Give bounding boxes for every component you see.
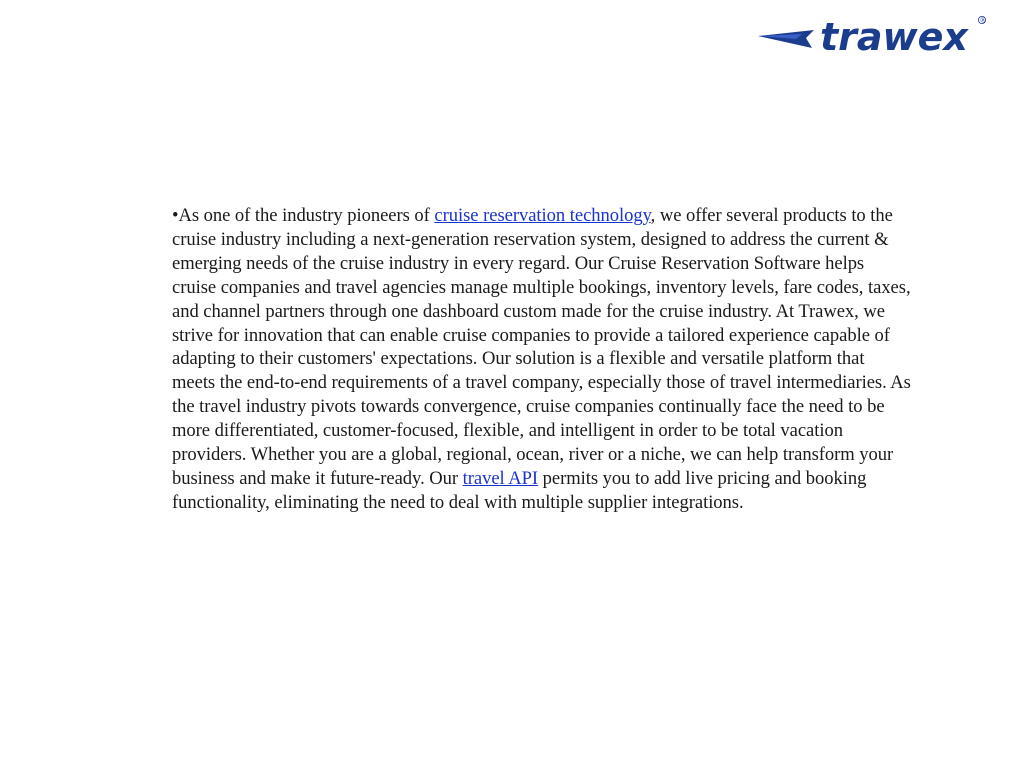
bullet: •	[172, 205, 179, 226]
travel-api-link[interactable]: travel API	[462, 467, 539, 489]
registered-mark: ®	[979, 16, 987, 25]
trawex-logo-graphic	[756, 14, 996, 58]
paragraph-text-2: , we offer several products to the cruise industry including a next-generation reservation system, designed to address the current & emerging needs of the cruise industry in every regard. Our Cruise Reservation Software helps cruise companies and travel agencies manage multiple bookings, inventory levels, fare codes, taxes, and channel partners through one dashboard custom made for the cruise industry. At Trawex, we strive for innovation that can enable cruise companies to provide a tailored experience capable of adapting to their customers' expectations. Our solution is a flexible and versatile platform that meets the end-to-end requirements of a travel company, especially those of travel intermediaries. As the travel industry pivots towards convergence, cruise companies continually face the need to be more differentiated, customer-focused, flexible, and intelligent in order to be total vacation providers. Whether you are a global, regional, ocean, river or a niche, we can help transform your business and make it future-ready. Our	[172, 205, 911, 489]
cruise-reservation-technology-link[interactable]: cruise reservation technology	[434, 205, 651, 226]
logo-arrow-icon	[758, 30, 814, 48]
trawex-logo	[756, 14, 996, 58]
paragraph-text-1: As one of the industry pioneers of	[178, 205, 435, 226]
paragraph-text-3: permits you to add live pricing and booking functionality, eliminating the need to deal with multiple supplier integrations.	[172, 467, 867, 513]
cruise-description-paragraph	[172, 204, 912, 515]
logo-text: trawex	[820, 15, 968, 58]
